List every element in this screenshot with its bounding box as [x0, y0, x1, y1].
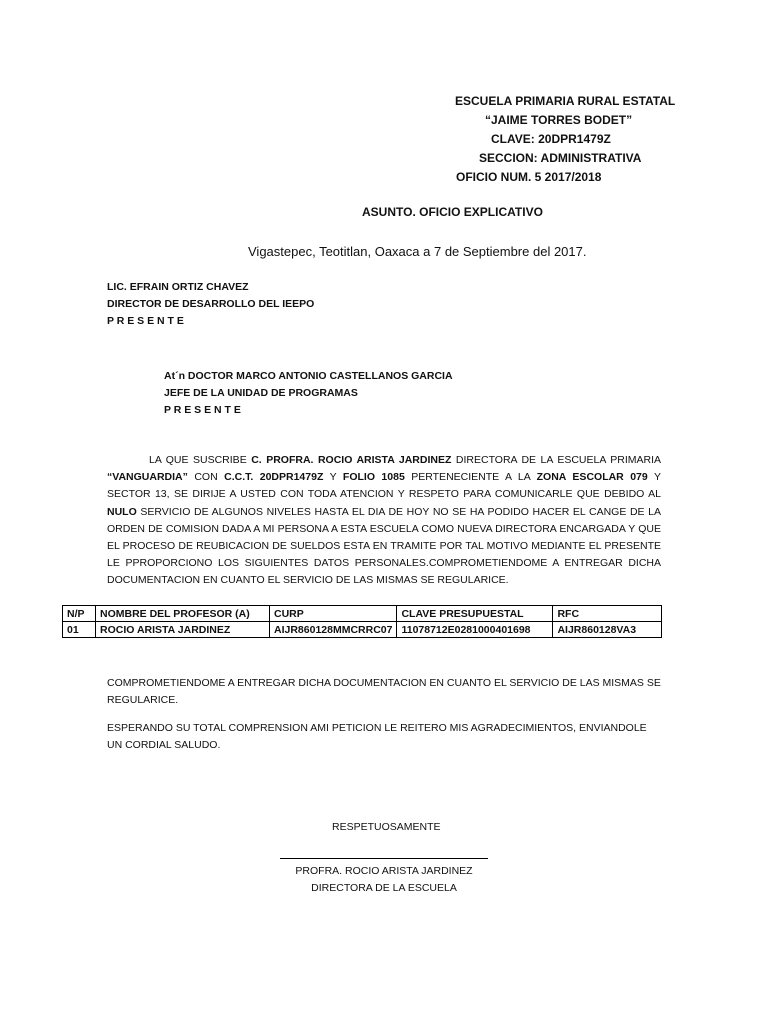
body-text-1: LA QUE SUSCRIBE	[149, 454, 252, 466]
closing-word: RESPETUOSAMENTE	[332, 821, 441, 833]
recipient-1-name: LIC. EFRAIN ORTIZ CHAVEZ	[107, 281, 249, 293]
school-clave: CLAVE: 20DPR1479Z	[491, 132, 611, 146]
table-cell: 11078712E0281000401698	[397, 622, 553, 638]
table-cell: AIJR860128VA3	[553, 622, 662, 638]
commitment-paragraph: COMPROMETIENDOME A ENTREGAR DICHA DOCUMENTACION EN CUANTO EL SERVICIO DE LAS MISMAS SE REGULARICE.	[107, 677, 661, 706]
body-bold-folio: FOLIO 1085	[342, 471, 405, 484]
table-header-cell: N/P	[63, 606, 96, 622]
body-bold-name: C. PROFRA. ROCIO ARISTA JARDINEZ	[251, 454, 452, 466]
table-cell: ROCIO ARISTA JARDINEZ	[96, 622, 270, 638]
table-cell: 01	[63, 622, 96, 638]
recipient-2	[164, 368, 453, 419]
date-line: Vigastepec, Teotitlan, Oaxaca a 7 de Septiembre del 2017.	[248, 244, 587, 259]
body-bold-school: “VANGUARDIA”	[107, 471, 188, 484]
table-header-cell: CURP	[270, 606, 397, 622]
asunto: ASUNTO. OFICIO EXPLICATIVO	[362, 205, 543, 219]
body-text-2: DIRECTORA DE LA ESCUELA PRIMARIA	[451, 454, 662, 466]
table-header-cell: NOMBRE DEL PROFESOR (A)	[96, 606, 270, 622]
table-header-cell: RFC	[553, 606, 662, 622]
school-name: ESCUELA PRIMARIA RURAL ESTATAL	[455, 94, 676, 108]
body-bold-zona: ZONA ESCOLAR 079	[536, 471, 648, 484]
signature-name: PROFRA. ROCIO ARISTA JARDINEZ	[295, 865, 473, 877]
recipient-2-name: At´n DOCTOR MARCO ANTONIO CASTELLANOS GARCIA	[164, 370, 453, 382]
body-bold-nulo: NULO	[107, 505, 137, 518]
school-seccion: SECCION: ADMINISTRATIVA	[479, 151, 642, 165]
recipient-1	[107, 279, 314, 330]
school-quoted-name: “JAIME TORRES BODET”	[485, 113, 633, 127]
table-row	[63, 622, 662, 638]
signature-role: DIRECTORA DE LA ESCUELA	[311, 882, 457, 894]
table-header-cell: CLAVE PRESUPUESTAL	[397, 606, 553, 622]
oficio-number: OFICIO NUM. 5 2017/2018	[456, 170, 602, 184]
table-header-row	[63, 606, 662, 622]
recipient-1-presente: P R E S E N T E	[107, 315, 184, 327]
body-text-6: Y SECTOR 13, SE DIRIJE A USTED CON TODA ATENCION Y RESPETO PARA COMUNICARLE QUE DEBIDO AL	[107, 471, 662, 501]
body-text-4: Y	[323, 471, 343, 484]
signature-line	[280, 858, 488, 859]
recipient-2-presente: P R E S E N T E	[164, 404, 241, 416]
body-bold-cct: C.C.T. 20DPR1479Z	[224, 471, 324, 484]
body-paragraph	[107, 452, 661, 590]
teacher-table	[62, 605, 662, 638]
recipient-1-role: DIRECTOR DE DESARROLLO DEL IEEPO	[107, 298, 315, 310]
table-cell: AIJR860128MMCRRC07	[270, 622, 397, 638]
body-text-7: SERVICIO DE ALGUNOS NIVELES HASTA EL DIA DE HOY NO SE HA PODIDO HACER EL CANGE DE LA ORDEN DE COMISION DADA A MI PERSONA A ESTA ESCUELA COMO NUEVA DIRECTORA ENCARGADA Y QUE EL PROCESO DE REUBICACION DE SUELDOS ESTA EN TRAMITE POR TAL MOTIVO MEDIANTE EL PRESENTE LE PPROPORCIONO LOS SIGUIENTES DATOS PERSONALES.COMPROMETIENDOME A ENTREGAR DICHA DOCUMENTACION EN CUANTO EL SERVICIO DE LAS MISMAS SE REGULARICE.	[107, 505, 661, 587]
recipient-2-role: JEFE DE LA UNIDAD DE PROGRAMAS	[164, 387, 358, 399]
body-text-5: PERTENECIENTE A LA	[404, 471, 537, 484]
body-text-3: CON	[187, 471, 225, 484]
gratitude-paragraph: ESPERANDO SU TOTAL COMPRENSION AMI PETICION LE REITERO MIS AGRADECIMIENTOS, ENVIANDOLE UN CORDIAL SALUDO.	[107, 722, 647, 751]
